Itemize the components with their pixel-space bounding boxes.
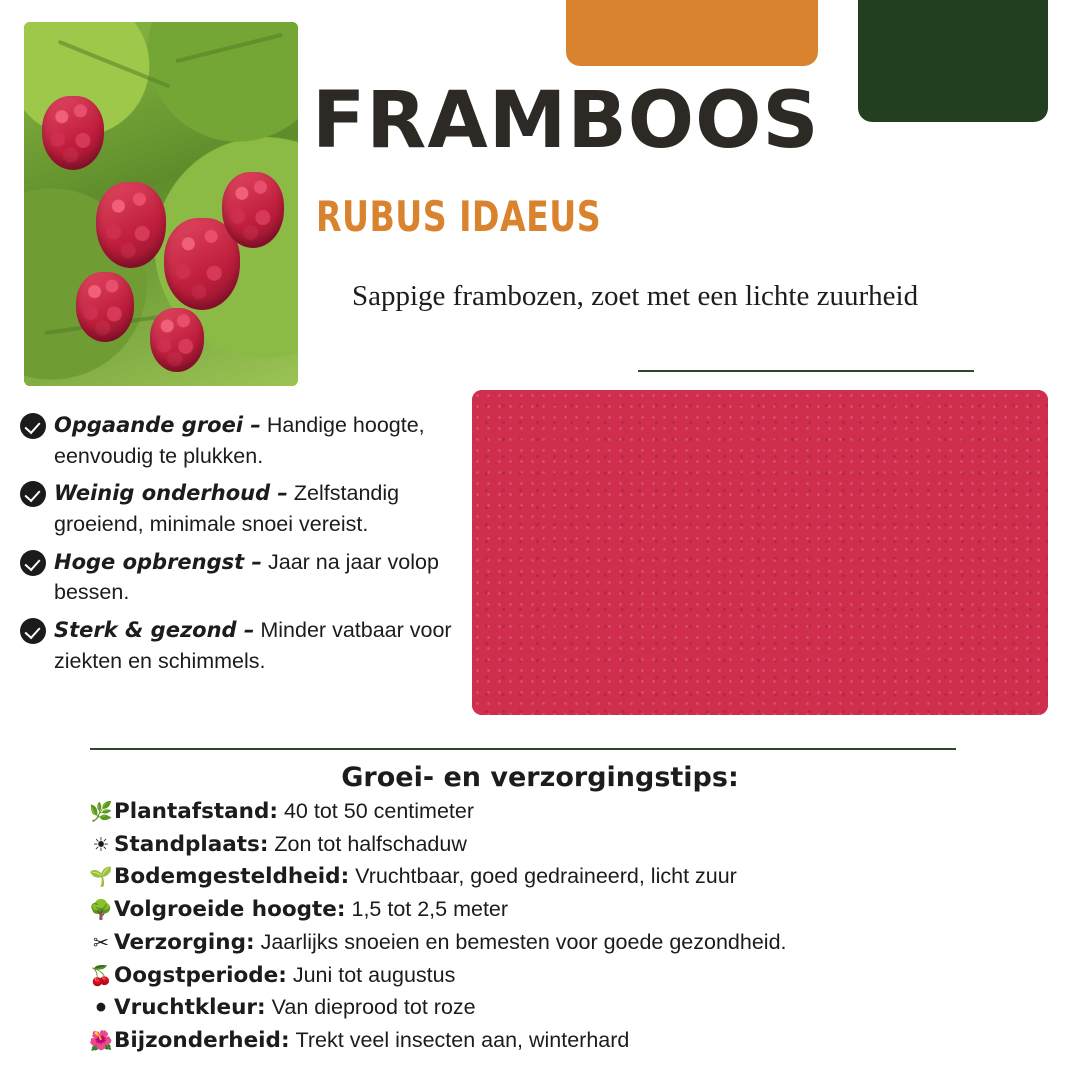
benefit-text [54,547,470,608]
care-tip-value: Juni tot augustus [292,962,456,987]
black-circle-icon: ⚫ [93,997,109,1020]
benefit-body: Zelfstandig groeiend, minimale snoei vereist. [54,481,400,537]
benefit-label: Opgaande groei – [54,413,261,437]
seedling-icon: 🌱 [89,866,113,889]
care-tip-row [88,831,1008,858]
care-tip-label: Standplaats: [114,831,269,857]
sun-icon: ☀ [92,833,110,856]
care-tip-row [88,929,1008,956]
check-circle-icon [20,550,46,576]
cherries-icon: 🍒 [89,964,113,987]
green-decorative-shape [858,0,1048,122]
check-circle-icon [20,481,46,507]
care-tip-row [88,798,1008,825]
benefit-label: Sterk & gezond – [54,617,255,642]
care-tips-title: Groei- en verzorgingstips: [341,762,739,793]
hibiscus-icon: 🌺 [89,1030,113,1053]
care-tip-label: Vruchtkleur: [114,995,266,1021]
benefits-list [20,410,470,683]
raspberry [76,272,134,342]
check-circle-icon [20,413,46,439]
care-tip-value: Zon tot halfschaduw [274,831,467,856]
care-tip-value: Vruchtbaar, goed gedraineerd, licht zuur [355,864,737,889]
tree-icon: 🌳 [89,899,113,922]
herb-icon: 🌿 [89,801,113,823]
divider-middle [90,748,956,750]
care-tip-value: Van dieprood tot roze [271,995,476,1020]
latin-name: RUBUS IDAEUS [316,192,602,241]
raspberry-bowl-image [472,390,1048,715]
benefit-body: Minder vatbaar voor ziekten en schimmels. [54,617,452,673]
list-item [20,547,470,608]
berry-texture [472,390,1048,715]
care-tip-label: Bodemgesteldheid: [114,864,350,890]
page-title: FRAMBOOS [312,76,820,166]
benefit-body: Jaar na jaar volop bessen. [54,549,439,605]
check-circle-icon [20,618,46,644]
scissors-icon: ✂ [93,931,109,954]
benefit-text [54,410,470,471]
list-item [20,410,470,471]
raspberry [150,308,204,372]
care-tip-label: Bijzonderheid: [114,1028,290,1054]
benefit-text [54,615,470,676]
raspberry [96,182,166,268]
care-tip-row [88,962,1008,989]
benefit-body: Handige hoogte, eenvoudig te plukken. [54,413,425,468]
list-item [20,615,470,676]
benefit-text [54,478,470,539]
care-tip-value: Trekt veel insecten aan, winterhard [295,1028,630,1053]
care-tips-list [88,798,1008,1060]
raspberry [222,172,284,248]
care-tip-row [88,1027,1008,1054]
care-tip-row [88,994,1008,1021]
care-tip-value: 40 tot 50 centimeter [283,799,474,823]
care-tip-label: Volgroeide hoogte: [114,897,346,923]
care-tip-label: Verzorging: [114,929,255,955]
divider-top [638,370,974,372]
care-tip-label: Oogstperiode: [114,962,287,988]
orange-decorative-shape [566,0,818,66]
care-tip-row [88,896,1008,923]
care-tip-row [88,863,1008,890]
care-tip-value: 1,5 tot 2,5 meter [351,897,509,922]
raspberry [42,96,104,170]
benefit-label: Hoge opbrengst – [54,549,263,574]
tagline: Sappige frambozen, zoet met een lichte zuurheid [352,280,919,312]
benefit-label: Weinig onderhoud – [54,481,288,506]
hero-raspberry-bush-image [24,22,298,386]
list-item [20,478,470,539]
care-tip-label: Plantafstand: [114,799,278,824]
care-tip-value: Jaarlijks snoeien en bemesten voor goede gezondheid. [260,929,787,954]
